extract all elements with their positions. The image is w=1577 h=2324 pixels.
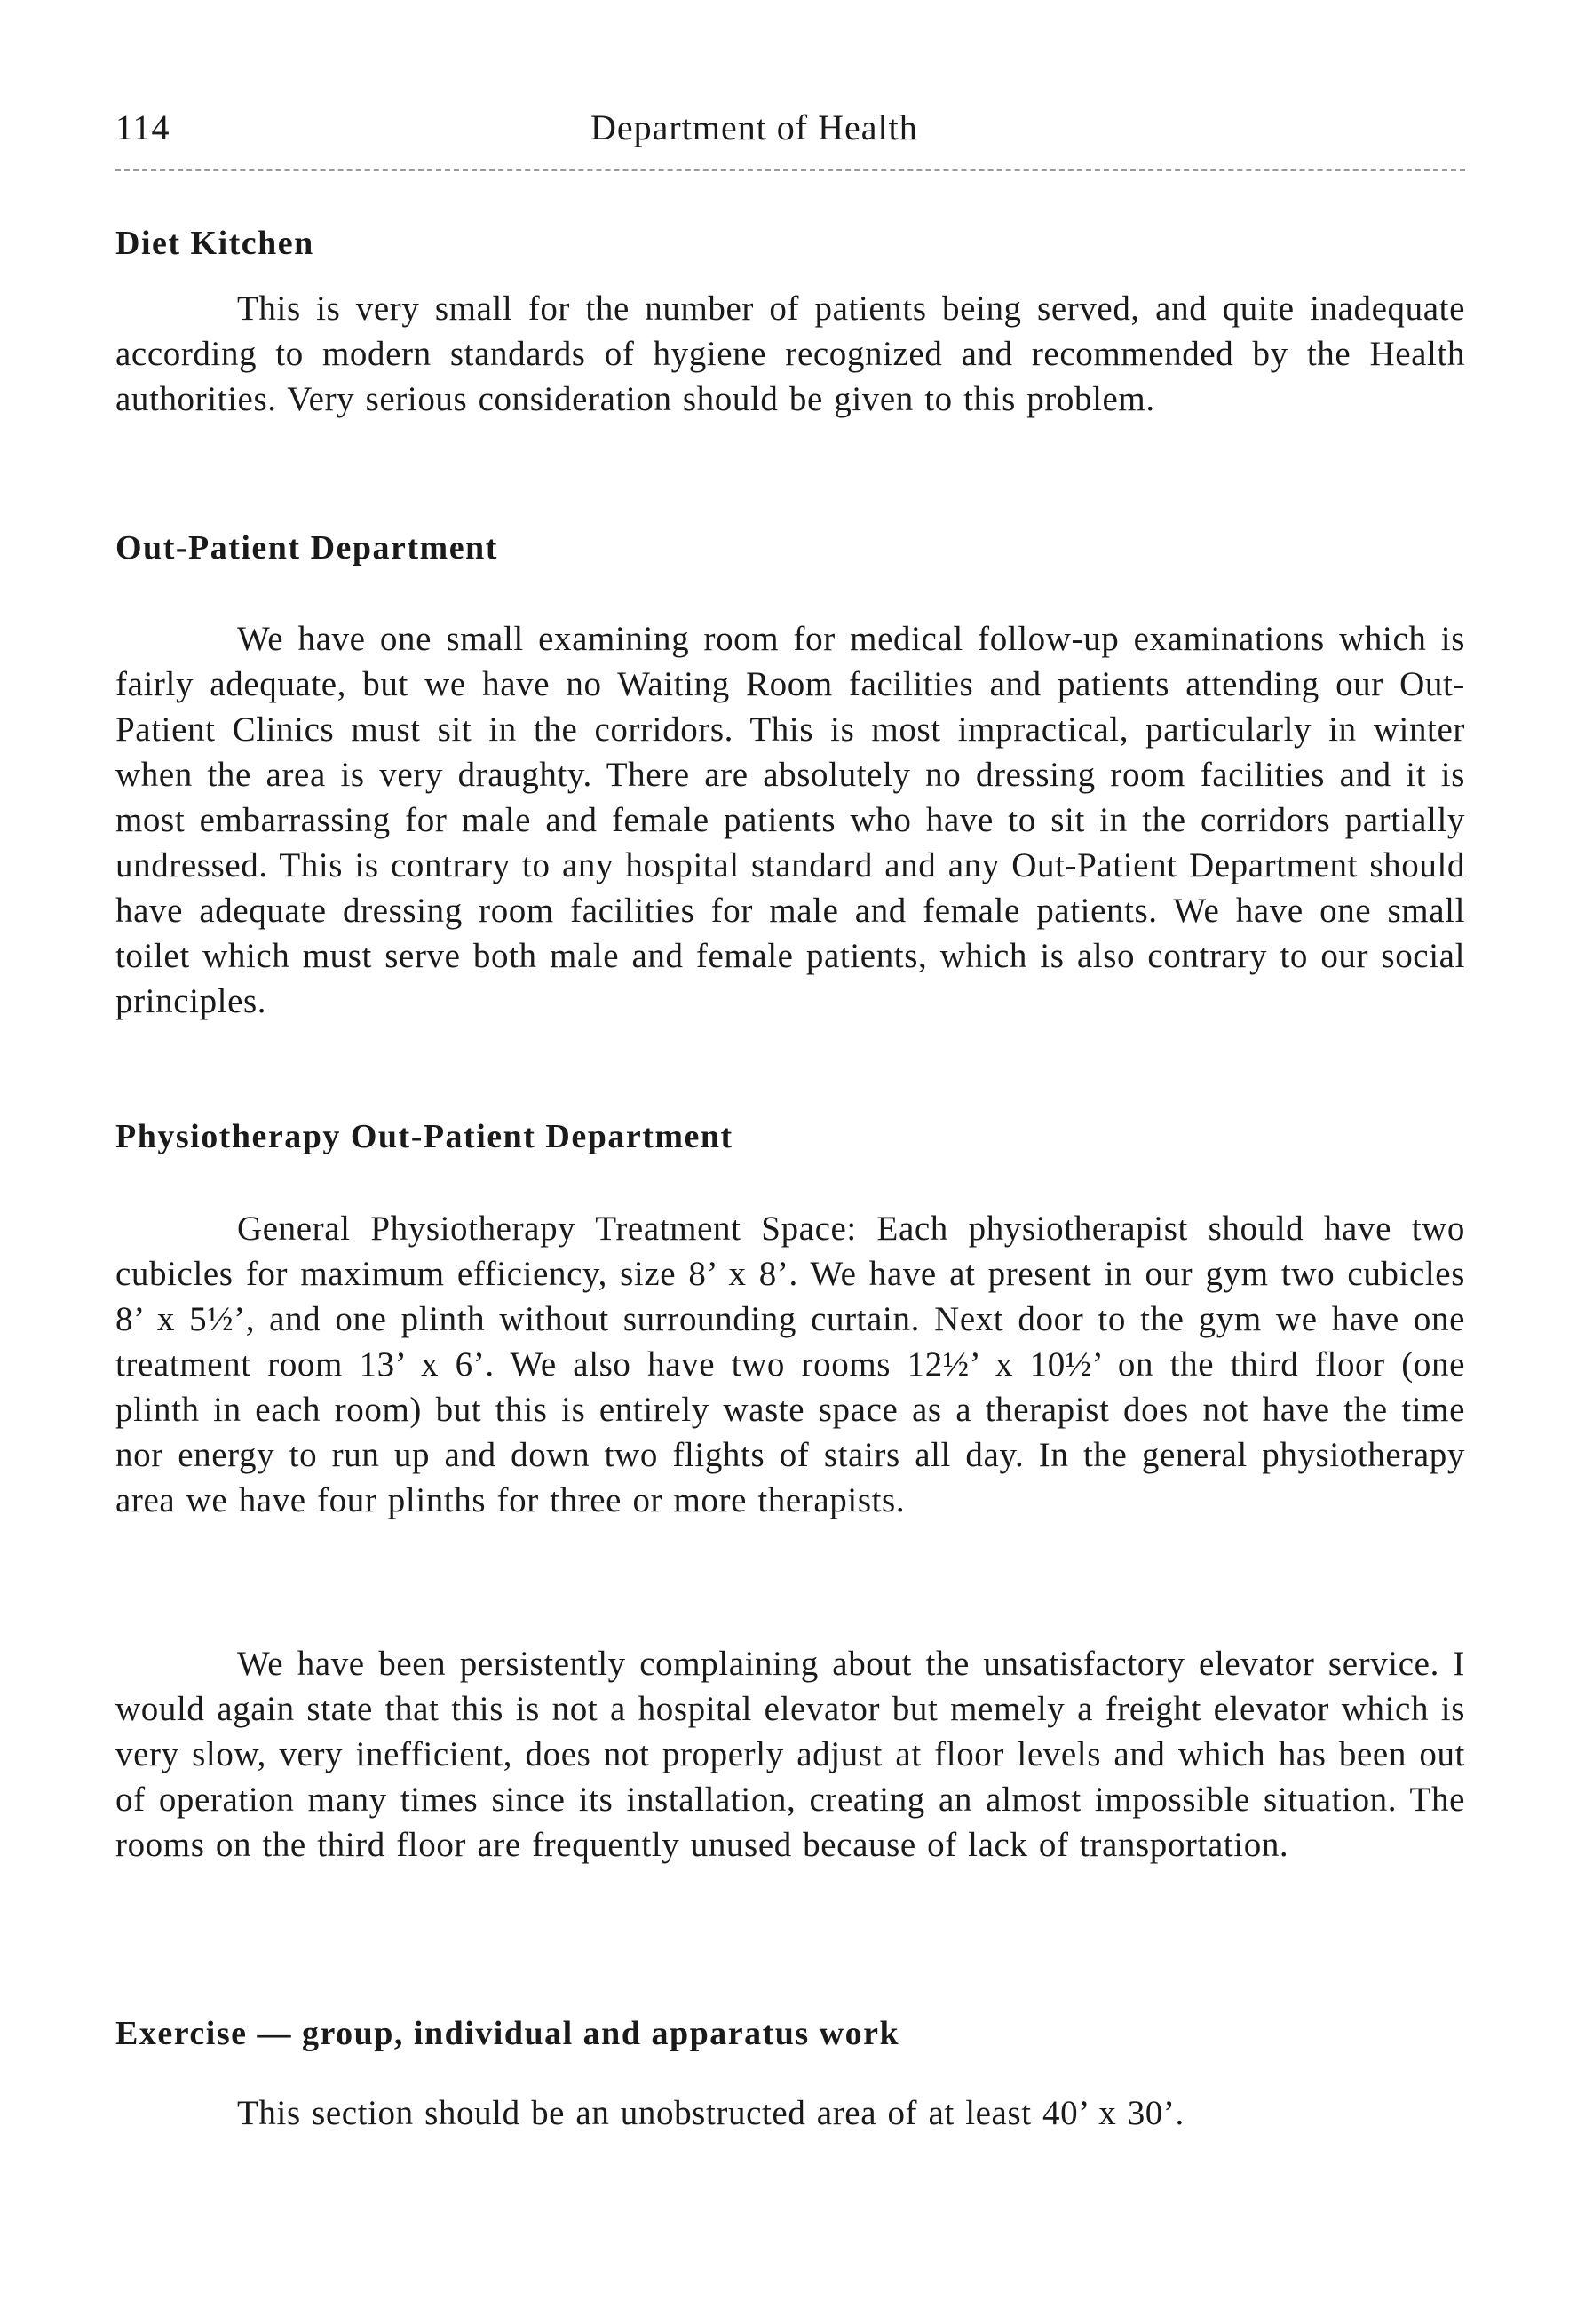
- paragraph-physiotherapy-space: General Physiotherapy Treatment Space: Each physiotherapist should have two cubicles for maximum efficiency, size 8’ x 8’. We have at present in our gym two cubicles 8’ x 5½’, and one plinth without surrounding curtain. Next door to the gym we have one treatment room 13’ x 6’. We also have two rooms 12½’ x 10½’ on the third floor (one plinth in each room) but this is entirely waste space as a therapist does not have the time nor energy to run up and down two flights of stairs all day. In the general physiotherapy area we have four plinths for three or more therapists.: [115, 1210, 1465, 1519]
- paragraph-diet-kitchen: This is very small for the number of patients being served, and quite inadequate according to modern standards of hygiene recognized and recommended by the Health authorities. Very serious consideration should be given to this problem.: [115, 290, 1465, 418]
- section-heading-physiotherapy: Physiotherapy Out-Patient Department: [115, 1118, 733, 1155]
- paragraph-out-patient: We have one small examining room for medical follow-up examinations which is fairly adequate, but we have no Waiting Room facilities and patients attending our Out-Patient Clinics must sit in the corridors. This is most impractical, particularly in winter when the area is very draughty. There are absolutely no dressing room facilities and it is most embarrassing for male and female patients who have to sit in the corridors partially undressed. This is contrary to any hospital standard and any Out-Patient Department should have adequate dressing room facilities for male and female patients. We have one small toilet which must serve both male and female patients, which is also contrary to our social principles.: [115, 620, 1465, 1020]
- section-heading-exercise: Exercise — group, individual and apparatus work: [115, 2015, 900, 2052]
- section-heading-out-patient: Out-Patient Department: [115, 529, 498, 567]
- document-page: [115, 107, 1465, 2132]
- running-title: Department of Health: [590, 107, 918, 147]
- paragraph-exercise: This section should be an unobstructed area of at least 40’ x 30’.: [237, 2094, 1185, 2132]
- section-heading-diet-kitchen: Diet Kitchen: [115, 225, 314, 262]
- page-number: 114: [115, 107, 170, 147]
- paragraph-elevator: We have been persistently complaining about the unsatisfactory elevator service. I would again state that this is not a hospital elevator but memely a freight elevator which is very slow, very inefficient, does not properly adjust at floor levels and which has been out of operation many times since its installation, creating an almost impossible situation. The rooms on the third floor are frequently unused because of lack of transportation.: [115, 1645, 1465, 1864]
- header-rule: [115, 169, 1465, 171]
- running-head: [115, 107, 1465, 160]
